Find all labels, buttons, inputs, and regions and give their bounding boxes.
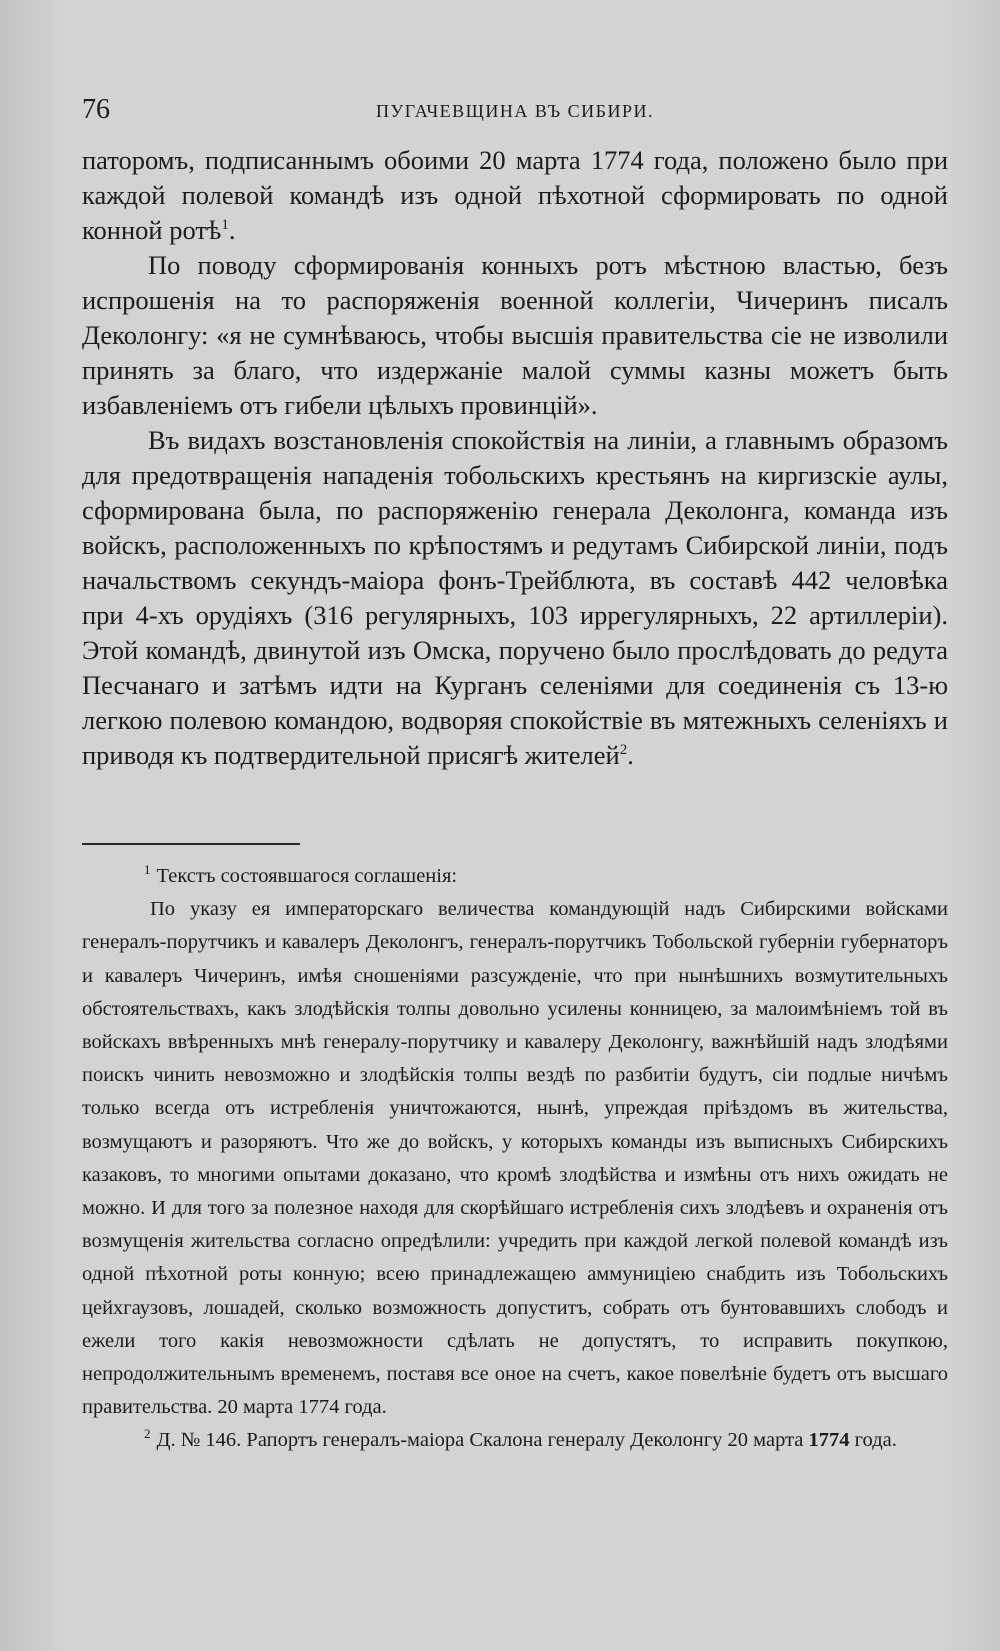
footnote-1-marker: 1 — [144, 862, 151, 877]
footnote-2-tail: года. — [854, 1429, 897, 1452]
footnote-ref-1: 1 — [221, 217, 229, 233]
footnote-2-year: 1774 — [808, 1429, 850, 1452]
main-text — [82, 143, 948, 773]
footnote-ref-2: 2 — [619, 742, 628, 758]
page-header — [82, 92, 948, 128]
paragraph-3-end: . — [627, 740, 634, 770]
footnote-2 — [82, 1424, 948, 1457]
footnote-1-quote: По указу ея императорскаго величества командующій надъ Сибирскими войсками генералъ-порутчикъ и кавалеръ Деколонгъ, генералъ-порутчикъ Тобольской губерніи губернаторъ и кавалеръ Чичеринъ, имѣя сношеніями разсужденіе, что при нынѣшнихъ возмутительныхъ обстоятельствахъ, какъ злодѣйскія толпы довольно усилены конницею, за малоимѣніемъ той въ войскахъ ввѣренныхъ мнѣ генералу-порутчику и кавалеру Деколонгу, важнѣйшій надъ злодѣями поискъ чинить невозможно и злодѣйскія толпы вездѣ по разбитіи будутъ, сіи подлые ничѣмъ только всегда отъ истребленія уничтожаются, нынѣ, упреждая пріѣздомъ въ жительства, возмущаютъ и разоряютъ. Что же до войскъ, у которыхъ команды изъ выписныхъ Сибирскихъ казаковъ, то многими опытами доказано, что кромѣ злодѣйства и измѣны отъ нихъ ожидать не можно. И для того за полезное находя для скорѣйшаго истребленія сихъ злодѣевъ и охраненія отъ возмущенія жительства согласно опредѣлили: учредить при каждой легкой полевой командѣ изъ одной пѣхотной роты конную; всею принадлежащею аммуниціею снабдить изъ Тобольскихъ цейхгаузовъ, лошадей, сколько возможность допуститъ, собрать отъ бунтовавшихъ слободъ и ежели того какія невозможности сдѣлать не допустятъ, то исправить покупкою, непродолжительнымъ временемъ, поставя все оное на счетъ, какое повелѣніе будетъ отъ высшаго правительства. 20 марта 1774 года. — [82, 898, 948, 1419]
paragraph-3 — [82, 423, 948, 773]
footnote-divider — [82, 843, 300, 845]
paragraph-2: По поводу сформированія конныхъ ротъ мѣстною властью, безъ испрошенія на то распоряженія военной коллегіи, Чичеринъ писалъ Деколонгу: «я не сумнѣваюсь, чтобы высшія правительства сіе не изволили принять за благо, что издержаніе малой суммы казны можетъ быть избавленіемъ отъ гибели цѣлыхъ провинцій». — [82, 250, 948, 420]
footnotes — [82, 860, 948, 1458]
paragraph-1 — [82, 143, 948, 248]
page-number: 76 — [82, 94, 110, 125]
paragraph-1-text: паторомъ, подписаннымъ обоими 20 марта 1774 года, положено было при каждой полевой командѣ изъ одной пѣхотной сформировать по одной конной ротѣ — [82, 145, 948, 245]
paragraph-3-text: Въ видахъ возстановленія спокойствія на линіи, а главнымъ образомъ для предотвращенія нападенія тобольскихъ крестьянъ на киргизскіе аулы, сформирована была, по распоряженію генерала Деколонга, команда изъ войскъ, расположенныхъ по крѣпостямъ и редутамъ Сибирской линіи, подъ начальствомъ секундъ-маіора фонъ-Трейблюта, въ составѣ 442 человѣка при 4-хъ орудіяхъ (316 регулярныхъ, 103 иррегулярныхъ, 22 артиллеріи). Этой командѣ, двинутой изъ Омска, поручено было прослѣдовать до редута Песчанаго и затѣмъ идти на Курганъ селеніями для соединенія съ 13-ю легкою полевою командою, водворяя спокойствіе въ мятежныхъ селеніяхъ и приводя къ подтвердительной присягѣ жителей — [82, 425, 948, 770]
footnote-2-text: Д. № 146. Рапортъ генералъ-маіора Скалона генералу Деколонгу 20 марта — [156, 1429, 804, 1452]
footnote-1-heading — [82, 860, 948, 893]
footnote-2-marker: 2 — [144, 1426, 151, 1442]
footnote-1-heading-text: Текстъ состоявшагося соглашенія: — [156, 865, 458, 887]
paragraph-1-end: . — [228, 215, 236, 245]
running-head: ПУГАЧЕВЩИНА ВЪ СИБИРИ. — [376, 101, 654, 121]
